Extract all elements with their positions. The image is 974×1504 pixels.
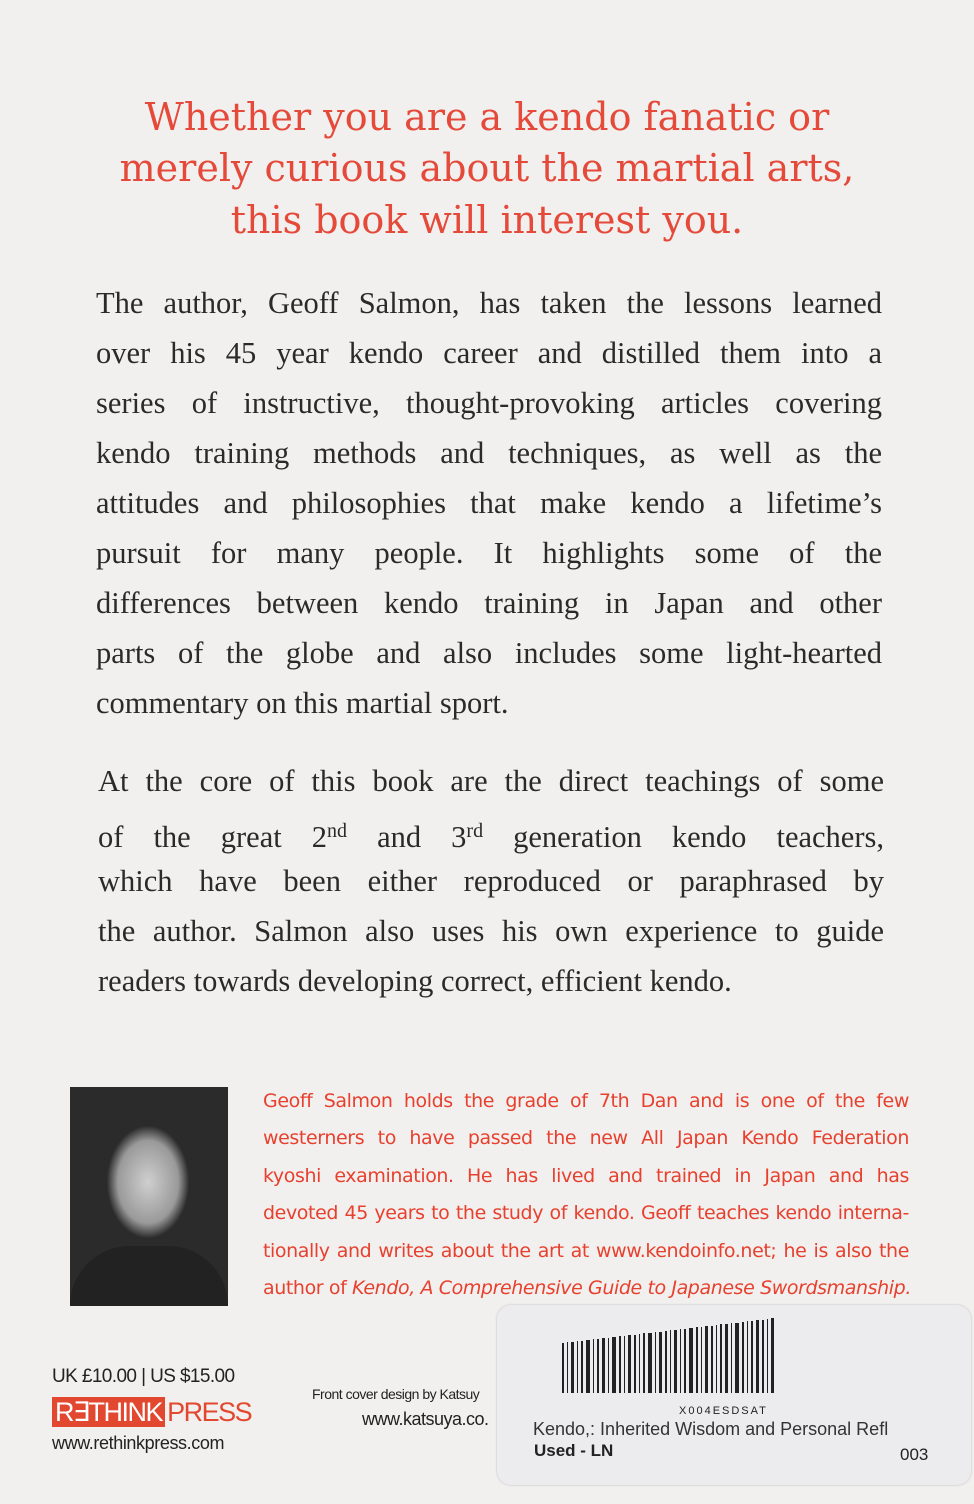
barcode-bar: [567, 1342, 568, 1393]
logo-text: PRESS: [167, 1396, 252, 1427]
barcode: [562, 1317, 927, 1393]
barcode-bar: [771, 1318, 774, 1393]
barcode-bar: [643, 1333, 645, 1393]
body-line: The author, Geoff Salmon, has taken the lessons learned: [96, 286, 882, 320]
headline-line: Whether you are a kendo fanatic or: [144, 95, 830, 139]
bio-line: devoted 45 years to the study of kendo. Geoff teaches kendo interna-: [263, 1202, 909, 1224]
bio-line: Geoff Salmon holds the grade of 7th Dan and is one of the few: [263, 1090, 909, 1112]
body-line: attitudes and philosophies that make kendo a lifetime’s: [96, 486, 882, 520]
barcode-bar: [742, 1322, 744, 1393]
sticker-condition: Used - LN: [534, 1441, 614, 1460]
barcode-bar: [731, 1323, 732, 1393]
barcode-bar: [562, 1343, 564, 1393]
publisher-logo: [52, 1397, 251, 1427]
barcode-bar: [659, 1332, 662, 1393]
barcode-bar: [665, 1331, 667, 1393]
price: UK £10.00 | US $15.00: [52, 1366, 235, 1387]
barcode-bar: [716, 1325, 717, 1393]
cover-credit: Front cover design by Katsuy: [312, 1386, 480, 1402]
bio-line: tionally and writes about the art at www.kendoinfo.net; he is also the: [263, 1240, 909, 1262]
barcode-bar: [639, 1334, 640, 1393]
superscript: rd: [466, 820, 484, 842]
barcode-bar: [725, 1324, 728, 1393]
barcode-bar: [586, 1340, 590, 1393]
body-line: kendo training methods and techniques, as well as the: [96, 436, 882, 470]
barcode-bar: [696, 1327, 698, 1393]
barcode-bar: [624, 1336, 625, 1393]
headline-line: merely curious about the martial arts,: [119, 146, 855, 190]
sticker-number: 003: [900, 1445, 929, 1464]
body-line: [98, 811, 884, 857]
barcode-bar: [655, 1332, 656, 1393]
barcode-bar: [634, 1335, 636, 1393]
barcode-bar: [608, 1338, 609, 1393]
barcode-bar: [720, 1324, 722, 1393]
barcode-bar: [762, 1320, 764, 1393]
barcode-bar: [593, 1339, 594, 1393]
text: generation kendo teachers,: [483, 820, 884, 854]
book-title: Kendo, A Comprehensive Guide to Japanese Swordsmanship.: [352, 1277, 911, 1299]
barcode-bar: [747, 1321, 748, 1393]
text: of the great 2: [98, 820, 328, 854]
barcode-bar: [670, 1330, 671, 1393]
body-line: series of instructive, thought-provoking articles covering: [96, 386, 882, 420]
barcode-bar: [684, 1329, 686, 1393]
body-line: parts of the globe and also includes some light-hearted: [96, 636, 882, 670]
barcode-bar: [597, 1339, 599, 1393]
superscript: nd: [327, 820, 348, 842]
barcode-bar: [680, 1329, 681, 1393]
barcode-bar: [711, 1326, 713, 1393]
sticker-code: X004ESDSAT: [679, 1405, 768, 1417]
barcode-bar: [628, 1335, 631, 1393]
body-line: At the core of this book are the direct teachings of some: [98, 764, 884, 798]
publisher-url: www.rethinkpress.com: [52, 1433, 225, 1453]
body-line: pursuit for many people. It highlights some of the: [96, 536, 882, 570]
bio-line: [263, 1273, 909, 1303]
barcode-bar: [674, 1330, 677, 1393]
body-line: commentary on this martial sport.: [96, 686, 509, 720]
barcode-bar: [648, 1333, 652, 1393]
body-line: readers towards developing correct, efficient kendo.: [98, 964, 732, 998]
bio-line: westerners to have passed the new All Japan Kendo Federation: [263, 1127, 909, 1149]
body-line: over his 45 year kendo career and distilled them into a: [96, 336, 882, 370]
barcode-bar: [602, 1338, 605, 1393]
author-photo: [70, 1087, 228, 1306]
barcode-bar: [735, 1323, 739, 1393]
barcode-sticker: [497, 1305, 971, 1485]
barcode-bar: [689, 1328, 693, 1393]
headline-line: this book will interest you.: [230, 198, 744, 242]
barcode-bar: [705, 1326, 708, 1393]
barcode-bar: [577, 1341, 578, 1393]
barcode-bar: [581, 1341, 583, 1393]
body-line: the author. Salmon also uses his own experience to guide: [98, 914, 884, 948]
sticker-title: Kendo,: Inherited Wisdom and Personal Refl: [533, 1419, 889, 1439]
logo-text: R∃THINK: [52, 1397, 165, 1427]
barcode-bar: [619, 1336, 621, 1393]
barcode-bar: [612, 1337, 616, 1393]
text: and 3: [347, 820, 467, 854]
barcode-bar: [751, 1321, 753, 1393]
cover-credit-url: www.katsuya.co.: [362, 1409, 489, 1429]
body-line: which have been either reproduced or paraphrased by: [98, 864, 884, 898]
barcode-bar: [571, 1342, 574, 1393]
barcode-bar: [767, 1319, 768, 1393]
barcode-bar: [756, 1320, 759, 1393]
body-line: differences between kendo training in Japan and other: [96, 586, 882, 620]
bio-line: kyoshi examination. He has lived and trained in Japan and has: [263, 1165, 909, 1187]
barcode-bar: [701, 1327, 702, 1393]
text: author of: [263, 1277, 353, 1299]
